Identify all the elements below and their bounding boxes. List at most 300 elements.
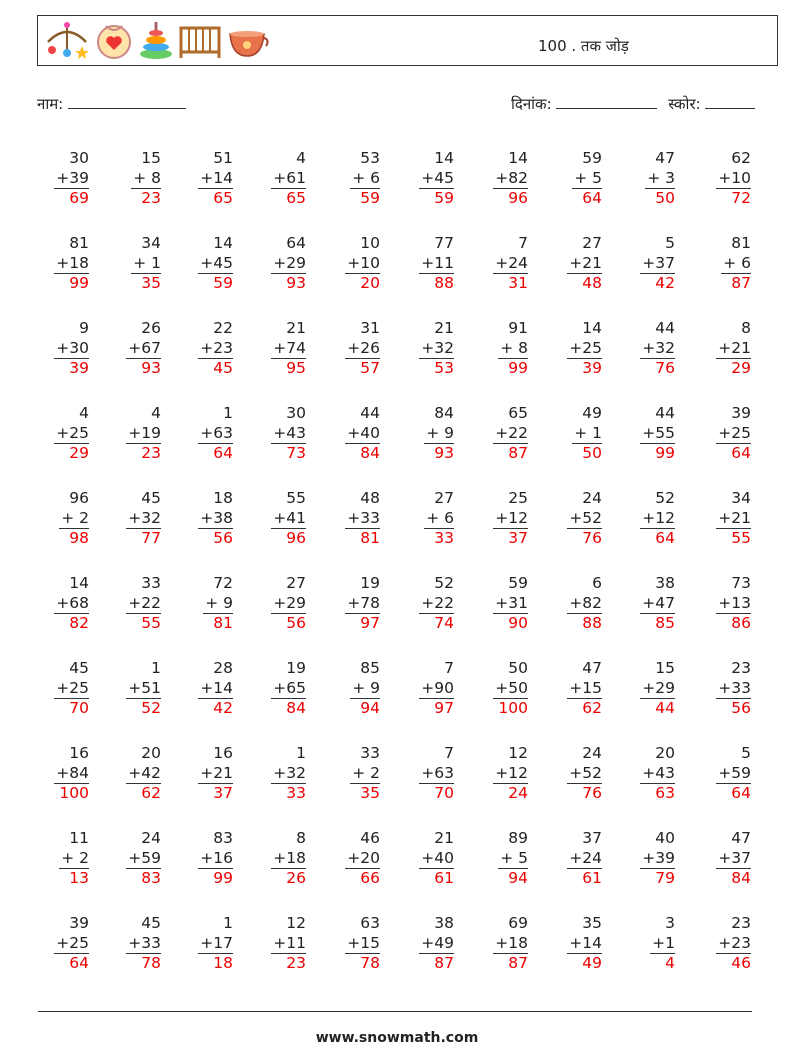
addend-top: 8 (741, 319, 751, 337)
addend-top: 77 (434, 234, 454, 252)
addend-bottom: + 2 (61, 849, 89, 867)
addition-problem (550, 233, 602, 293)
addend-top: 91 (508, 319, 528, 337)
addend-bottom: +33 (718, 679, 751, 697)
answer: 96 (508, 189, 528, 207)
addend-top: 63 (360, 914, 380, 932)
addition-problem (181, 573, 233, 633)
addition-problem (402, 233, 454, 293)
sum-line (640, 613, 675, 614)
addend-bottom: +30 (56, 339, 89, 357)
answer: 97 (360, 614, 380, 632)
addend-bottom: +42 (128, 764, 161, 782)
sum-line (567, 698, 602, 699)
addition-problem (476, 233, 528, 293)
sum-line (498, 358, 528, 359)
addition-problem (699, 743, 751, 803)
sum-line (54, 698, 89, 699)
addend-bottom: +37 (718, 849, 751, 867)
answer: 29 (731, 359, 751, 377)
addition-problem (402, 573, 454, 633)
addition-problem (181, 403, 233, 463)
score-blank[interactable] (705, 94, 755, 109)
addend-top: 12 (508, 744, 528, 762)
problem-row (37, 403, 777, 488)
addition-problem (254, 573, 306, 633)
addend-bottom: +32 (273, 764, 306, 782)
sum-line (271, 273, 306, 274)
answer: 97 (434, 699, 454, 717)
sum-line (567, 273, 602, 274)
answer: 48 (582, 274, 602, 292)
addition-problem (254, 828, 306, 888)
addend-top: 4 (79, 404, 89, 422)
sum-line (716, 783, 751, 784)
addition-problem (181, 233, 233, 293)
addend-top: 85 (360, 659, 380, 677)
sum-line (567, 358, 602, 359)
addend-top: 26 (141, 319, 161, 337)
addend-bottom: + 1 (574, 424, 602, 442)
addition-problem (254, 318, 306, 378)
addition-problem (476, 658, 528, 718)
addend-top: 30 (69, 149, 89, 167)
addition-problem (550, 488, 602, 548)
addend-top: 7 (518, 234, 528, 252)
sum-line (126, 528, 161, 529)
baby-mobile-icon (44, 20, 90, 60)
addend-top: 28 (213, 659, 233, 677)
sum-line (271, 443, 306, 444)
addend-top: 72 (213, 574, 233, 592)
sum-line (345, 613, 380, 614)
problem-row (37, 488, 777, 573)
name-field (37, 94, 186, 114)
addition-problem (109, 828, 161, 888)
addend-bottom: +29 (642, 679, 675, 697)
sum-line (567, 613, 602, 614)
addition-problem (402, 828, 454, 888)
sum-line (54, 358, 89, 359)
sum-line (59, 868, 89, 869)
addend-top: 46 (360, 829, 380, 847)
addend-bottom: +32 (642, 339, 675, 357)
sum-line (572, 188, 602, 189)
sum-line (198, 273, 233, 274)
sum-line (640, 443, 675, 444)
addition-problem (402, 488, 454, 548)
addend-top: 3 (665, 914, 675, 932)
sum-line (493, 188, 528, 189)
answer: 69 (69, 189, 89, 207)
sum-line (640, 783, 675, 784)
sum-line (424, 528, 454, 529)
sum-line (198, 953, 233, 954)
addend-top: 65 (508, 404, 528, 422)
addend-bottom: +45 (421, 169, 454, 187)
sum-line (350, 783, 380, 784)
addend-top: 23 (731, 659, 751, 677)
addend-bottom: +25 (569, 339, 602, 357)
addend-bottom: +59 (718, 764, 751, 782)
sum-line (493, 528, 528, 529)
sum-line (126, 953, 161, 954)
addend-bottom: + 6 (723, 254, 751, 272)
sum-line (716, 188, 751, 189)
answer: 76 (582, 529, 602, 547)
addition-problem (550, 148, 602, 208)
addition-problem (402, 148, 454, 208)
addition-problem (328, 488, 380, 548)
addition-problem (476, 573, 528, 633)
addition-problem (550, 828, 602, 888)
addend-top: 23 (731, 914, 751, 932)
addend-bottom: + 5 (500, 849, 528, 867)
addend-top: 14 (508, 149, 528, 167)
addend-top: 89 (508, 829, 528, 847)
sum-line (345, 358, 380, 359)
addition-problem (699, 573, 751, 633)
addition-problem (109, 318, 161, 378)
addend-bottom: +43 (642, 764, 675, 782)
sum-line (126, 698, 161, 699)
sum-line (198, 528, 233, 529)
addend-top: 1 (296, 744, 306, 762)
answer: 100 (59, 784, 89, 802)
addend-top: 18 (213, 489, 233, 507)
addition-problem (37, 913, 89, 973)
sum-line (54, 188, 89, 189)
answer: 23 (286, 954, 306, 972)
answer: 39 (582, 359, 602, 377)
problem-row (37, 913, 777, 998)
answer: 53 (434, 359, 454, 377)
answer: 64 (213, 444, 233, 462)
answer: 64 (731, 444, 751, 462)
sum-line (567, 528, 602, 529)
addition-problem (476, 148, 528, 208)
bib-icon (94, 20, 134, 60)
addend-top: 44 (360, 404, 380, 422)
addition-problem (623, 318, 675, 378)
addend-bottom: +25 (718, 424, 751, 442)
sum-line (345, 528, 380, 529)
name-blank[interactable] (68, 94, 186, 109)
addend-bottom: +82 (569, 594, 602, 612)
addend-top: 7 (444, 744, 454, 762)
addend-top: 59 (508, 574, 528, 592)
addend-bottom: + 9 (205, 594, 233, 612)
addend-bottom: +11 (421, 254, 454, 272)
addend-bottom: + 2 (61, 509, 89, 527)
addend-bottom: +82 (495, 169, 528, 187)
answer: 4 (665, 954, 675, 972)
answer: 93 (286, 274, 306, 292)
date-label: दिनांक: (511, 95, 552, 113)
answer: 52 (141, 699, 161, 717)
addition-problem (699, 828, 751, 888)
answer: 90 (508, 614, 528, 632)
problem-row (37, 658, 777, 743)
answer: 99 (508, 359, 528, 377)
sum-line (59, 528, 89, 529)
addend-bottom: +18 (495, 934, 528, 952)
sum-line (198, 358, 233, 359)
answer: 64 (655, 529, 675, 547)
sum-line (126, 443, 161, 444)
addition-problem (328, 148, 380, 208)
answer: 62 (141, 784, 161, 802)
sum-line (131, 188, 161, 189)
addend-top: 45 (141, 914, 161, 932)
addition-problem (328, 913, 380, 973)
addition-problem (181, 488, 233, 548)
sum-line (493, 953, 528, 954)
addition-problem (550, 658, 602, 718)
answer: 23 (141, 189, 161, 207)
addend-top: 55 (286, 489, 306, 507)
addend-bottom: +10 (347, 254, 380, 272)
date-score-field (511, 94, 755, 114)
addition-problem (109, 233, 161, 293)
addend-top: 59 (582, 149, 602, 167)
addend-bottom: +47 (642, 594, 675, 612)
sum-line (567, 953, 602, 954)
addend-top: 12 (286, 914, 306, 932)
addend-bottom: +25 (56, 679, 89, 697)
addition-problem (328, 233, 380, 293)
addend-top: 16 (213, 744, 233, 762)
addend-bottom: +23 (718, 934, 751, 952)
addend-top: 39 (69, 914, 89, 932)
sum-line (271, 358, 306, 359)
problem-row (37, 148, 777, 233)
addend-top: 52 (655, 489, 675, 507)
addend-bottom: +21 (200, 764, 233, 782)
addend-bottom: + 2 (352, 764, 380, 782)
answer: 81 (360, 529, 380, 547)
addend-bottom: + 9 (352, 679, 380, 697)
addition-problem (699, 318, 751, 378)
answer: 81 (213, 614, 233, 632)
addition-problem (109, 658, 161, 718)
addend-bottom: +52 (569, 509, 602, 527)
addend-bottom: +65 (273, 679, 306, 697)
answer: 93 (434, 444, 454, 462)
problem-row (37, 743, 777, 828)
addend-top: 30 (286, 404, 306, 422)
addend-top: 50 (508, 659, 528, 677)
addition-problem (37, 828, 89, 888)
sum-line (198, 698, 233, 699)
answer: 29 (69, 444, 89, 462)
baby-bowl-icon (226, 20, 270, 60)
sum-line (345, 868, 380, 869)
addend-top: 15 (655, 659, 675, 677)
addition-problem (623, 148, 675, 208)
addend-top: 27 (434, 489, 454, 507)
sum-line (493, 443, 528, 444)
answer: 44 (655, 699, 675, 717)
addend-top: 1 (223, 404, 233, 422)
addend-top: 37 (582, 829, 602, 847)
sum-line (131, 273, 161, 274)
addend-bottom: +78 (347, 594, 380, 612)
sum-line (271, 528, 306, 529)
addend-top: 34 (731, 489, 751, 507)
addend-bottom: +18 (273, 849, 306, 867)
answer: 64 (582, 189, 602, 207)
sum-line (640, 273, 675, 274)
addition-problem (37, 488, 89, 548)
answer: 50 (655, 189, 675, 207)
answer: 74 (434, 614, 454, 632)
addend-bottom: +12 (495, 764, 528, 782)
addend-top: 53 (360, 149, 380, 167)
answer: 56 (731, 699, 751, 717)
addend-bottom: +63 (421, 764, 454, 782)
answer: 79 (655, 869, 675, 887)
sum-line (645, 188, 675, 189)
addend-top: 15 (141, 149, 161, 167)
sum-line (640, 358, 675, 359)
answer: 99 (655, 444, 675, 462)
answer: 72 (731, 189, 751, 207)
sum-line (498, 868, 528, 869)
answer: 37 (508, 529, 528, 547)
addition-problem (623, 573, 675, 633)
addend-bottom: +74 (273, 339, 306, 357)
addition-problem (254, 233, 306, 293)
sum-line (716, 613, 751, 614)
addend-top: 14 (582, 319, 602, 337)
addition-problem (37, 318, 89, 378)
addend-bottom: +15 (347, 934, 380, 952)
addend-top: 81 (69, 234, 89, 252)
addend-bottom: +23 (200, 339, 233, 357)
answer: 39 (69, 359, 89, 377)
addend-bottom: + 9 (426, 424, 454, 442)
addend-bottom: +1 (652, 934, 675, 952)
answer: 23 (141, 444, 161, 462)
addend-top: 19 (360, 574, 380, 592)
addend-top: 1 (151, 659, 161, 677)
sum-line (198, 443, 233, 444)
addend-top: 21 (434, 319, 454, 337)
addend-top: 14 (434, 149, 454, 167)
sum-line (419, 613, 454, 614)
addition-problem (328, 573, 380, 633)
addition-problem (550, 403, 602, 463)
addend-top: 8 (296, 829, 306, 847)
answer: 59 (434, 189, 454, 207)
addition-problem (328, 403, 380, 463)
addition-problem (623, 658, 675, 718)
addend-bottom: +37 (642, 254, 675, 272)
addend-bottom: +29 (273, 254, 306, 272)
addend-top: 33 (360, 744, 380, 762)
addend-bottom: +24 (569, 849, 602, 867)
addition-problem (623, 913, 675, 973)
addend-bottom: +10 (718, 169, 751, 187)
addend-top: 9 (79, 319, 89, 337)
addition-problem (254, 743, 306, 803)
addend-top: 47 (582, 659, 602, 677)
sum-line (203, 613, 233, 614)
answer: 70 (69, 699, 89, 717)
addend-bottom: +84 (56, 764, 89, 782)
sum-line (493, 613, 528, 614)
sum-line (350, 188, 380, 189)
sum-line (54, 783, 89, 784)
answer: 64 (731, 784, 751, 802)
answer: 96 (286, 529, 306, 547)
date-blank[interactable] (556, 94, 657, 109)
addition-problem (254, 148, 306, 208)
addend-top: 73 (731, 574, 751, 592)
sum-line (271, 698, 306, 699)
sum-line (493, 698, 528, 699)
addition-problem (181, 828, 233, 888)
answer: 83 (141, 869, 161, 887)
answer: 100 (498, 699, 528, 717)
addend-top: 20 (655, 744, 675, 762)
addend-bottom: +51 (128, 679, 161, 697)
addition-problem (37, 233, 89, 293)
answer: 35 (360, 784, 380, 802)
addend-top: 24 (582, 489, 602, 507)
addend-bottom: +26 (347, 339, 380, 357)
answer: 88 (434, 274, 454, 292)
sum-line (198, 188, 233, 189)
sum-line (572, 443, 602, 444)
sum-line (54, 273, 89, 274)
addend-top: 83 (213, 829, 233, 847)
addend-top: 51 (213, 149, 233, 167)
addend-top: 5 (741, 744, 751, 762)
addition-problem (476, 403, 528, 463)
sum-line (721, 273, 751, 274)
addition-problem (623, 743, 675, 803)
addend-bottom: +45 (200, 254, 233, 272)
answer: 63 (655, 784, 675, 802)
answer: 93 (141, 359, 161, 377)
addend-bottom: +22 (421, 594, 454, 612)
addend-top: 49 (582, 404, 602, 422)
addend-top: 4 (296, 149, 306, 167)
sum-line (126, 868, 161, 869)
answer: 35 (141, 274, 161, 292)
addition-problem (402, 318, 454, 378)
sum-line (493, 273, 528, 274)
answer: 24 (508, 784, 528, 802)
addend-bottom: +17 (200, 934, 233, 952)
addition-problem (476, 828, 528, 888)
answer: 50 (582, 444, 602, 462)
answer: 70 (434, 784, 454, 802)
sum-line (126, 613, 161, 614)
addend-bottom: +38 (200, 509, 233, 527)
sum-line (271, 953, 306, 954)
sum-line (419, 783, 454, 784)
addition-problem (402, 403, 454, 463)
sum-line (345, 443, 380, 444)
problem-row (37, 233, 777, 318)
addend-bottom: +24 (495, 254, 528, 272)
addend-bottom: +32 (421, 339, 454, 357)
addition-problem (623, 488, 675, 548)
addition-problem (181, 318, 233, 378)
